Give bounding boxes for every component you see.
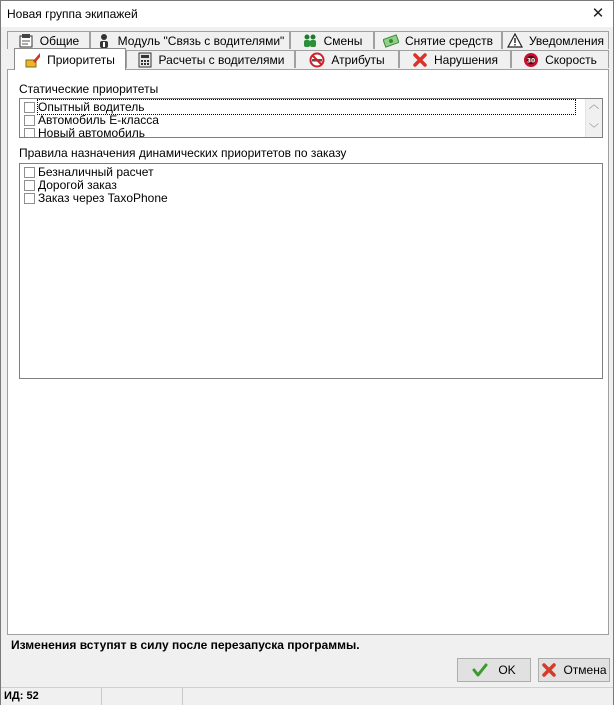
checkbox[interactable] — [24, 115, 35, 126]
scroll-up-icon[interactable]: ︿ — [589, 100, 599, 111]
status-cell-empty — [102, 688, 183, 705]
warning-icon — [507, 33, 523, 49]
record-id: ИД: 52 — [4, 690, 39, 702]
tab-notifications[interactable] — [502, 31, 609, 49]
tab-label: Общие — [39, 33, 80, 48]
static-priorities-label: Статические приоритеты — [19, 82, 159, 96]
cancel-button[interactable] — [538, 658, 610, 682]
checkbox[interactable] — [24, 102, 35, 113]
tab-label: Модуль "Связь с водителями" — [117, 33, 285, 48]
status-cell-id — [1, 688, 102, 705]
ok-button-label: OK — [498, 663, 516, 677]
scroll-down-icon[interactable]: ﹀ — [589, 124, 599, 135]
tab-general[interactable] — [7, 31, 90, 49]
tab-label: Расчеты с водителями — [158, 52, 285, 67]
checkbox[interactable] — [24, 167, 35, 178]
driver-icon — [96, 33, 112, 49]
cancel-button-label: Отмена — [563, 663, 607, 677]
list-item-label: Новый автомобиль — [38, 126, 145, 138]
checkbox[interactable] — [24, 180, 35, 191]
money-icon — [383, 33, 399, 49]
svg-text:30: 30 — [526, 57, 536, 64]
tab-label: Приоритеты — [47, 52, 115, 67]
red-x-icon — [412, 52, 428, 68]
tab-attributes[interactable] — [295, 50, 399, 68]
tab-label: Нарушения — [433, 52, 498, 67]
tab-label: Атрибуты — [331, 52, 385, 67]
restart-notice: Изменения вступят в силу после перезапуска программы. — [11, 638, 360, 652]
checkmark-icon — [472, 662, 488, 678]
static-priorities-list[interactable] — [19, 98, 603, 138]
close-icon[interactable]: ✕ — [591, 5, 605, 22]
calculator-icon — [137, 52, 153, 68]
dynamic-rules-label: Правила назначения динамических приоритетов по заказу — [19, 146, 347, 160]
tab-violations[interactable] — [399, 50, 511, 68]
list-item[interactable] — [20, 127, 602, 138]
title-bar — [1, 1, 613, 27]
checkbox[interactable] — [24, 193, 35, 204]
tab-priorities[interactable] — [14, 48, 126, 70]
status-bar — [1, 687, 613, 705]
no-smoking-icon — [309, 52, 325, 68]
tab-driver-settlements[interactable] — [126, 50, 295, 68]
dynamic-rules-list[interactable] — [19, 163, 603, 379]
tab-label: Смены — [323, 33, 363, 48]
tab-driver-module[interactable] — [90, 31, 290, 49]
cancel-x-icon — [541, 662, 557, 678]
tab-label: Снятие средств — [405, 33, 493, 48]
list-item-label: Безналичный расчет — [38, 165, 154, 179]
list-item[interactable] — [20, 192, 602, 205]
tab-label: Уведомления — [528, 33, 605, 48]
tab-panel-priorities — [7, 69, 609, 635]
list-item-label: Опытный водитель — [38, 100, 575, 114]
priority-icon — [25, 52, 41, 68]
tab-speed[interactable] — [511, 50, 609, 68]
vertical-scrollbar[interactable] — [585, 99, 602, 137]
tab-shifts[interactable] — [290, 31, 374, 49]
list-item-label: Дорогой заказ — [38, 178, 117, 192]
window-title: Новая группа экипажей — [7, 7, 138, 21]
list-item-label: Автомобиль Е-класса — [38, 113, 159, 127]
people-icon — [302, 33, 318, 49]
list-item-label: Заказ через TaxoPhone — [38, 191, 168, 205]
tab-withdrawal[interactable] — [374, 31, 502, 49]
form-icon — [18, 33, 34, 49]
checkbox[interactable] — [24, 128, 35, 138]
speed-limit-icon — [523, 52, 539, 68]
ok-button[interactable] — [457, 658, 531, 682]
tab-label: Скорость — [545, 52, 597, 67]
